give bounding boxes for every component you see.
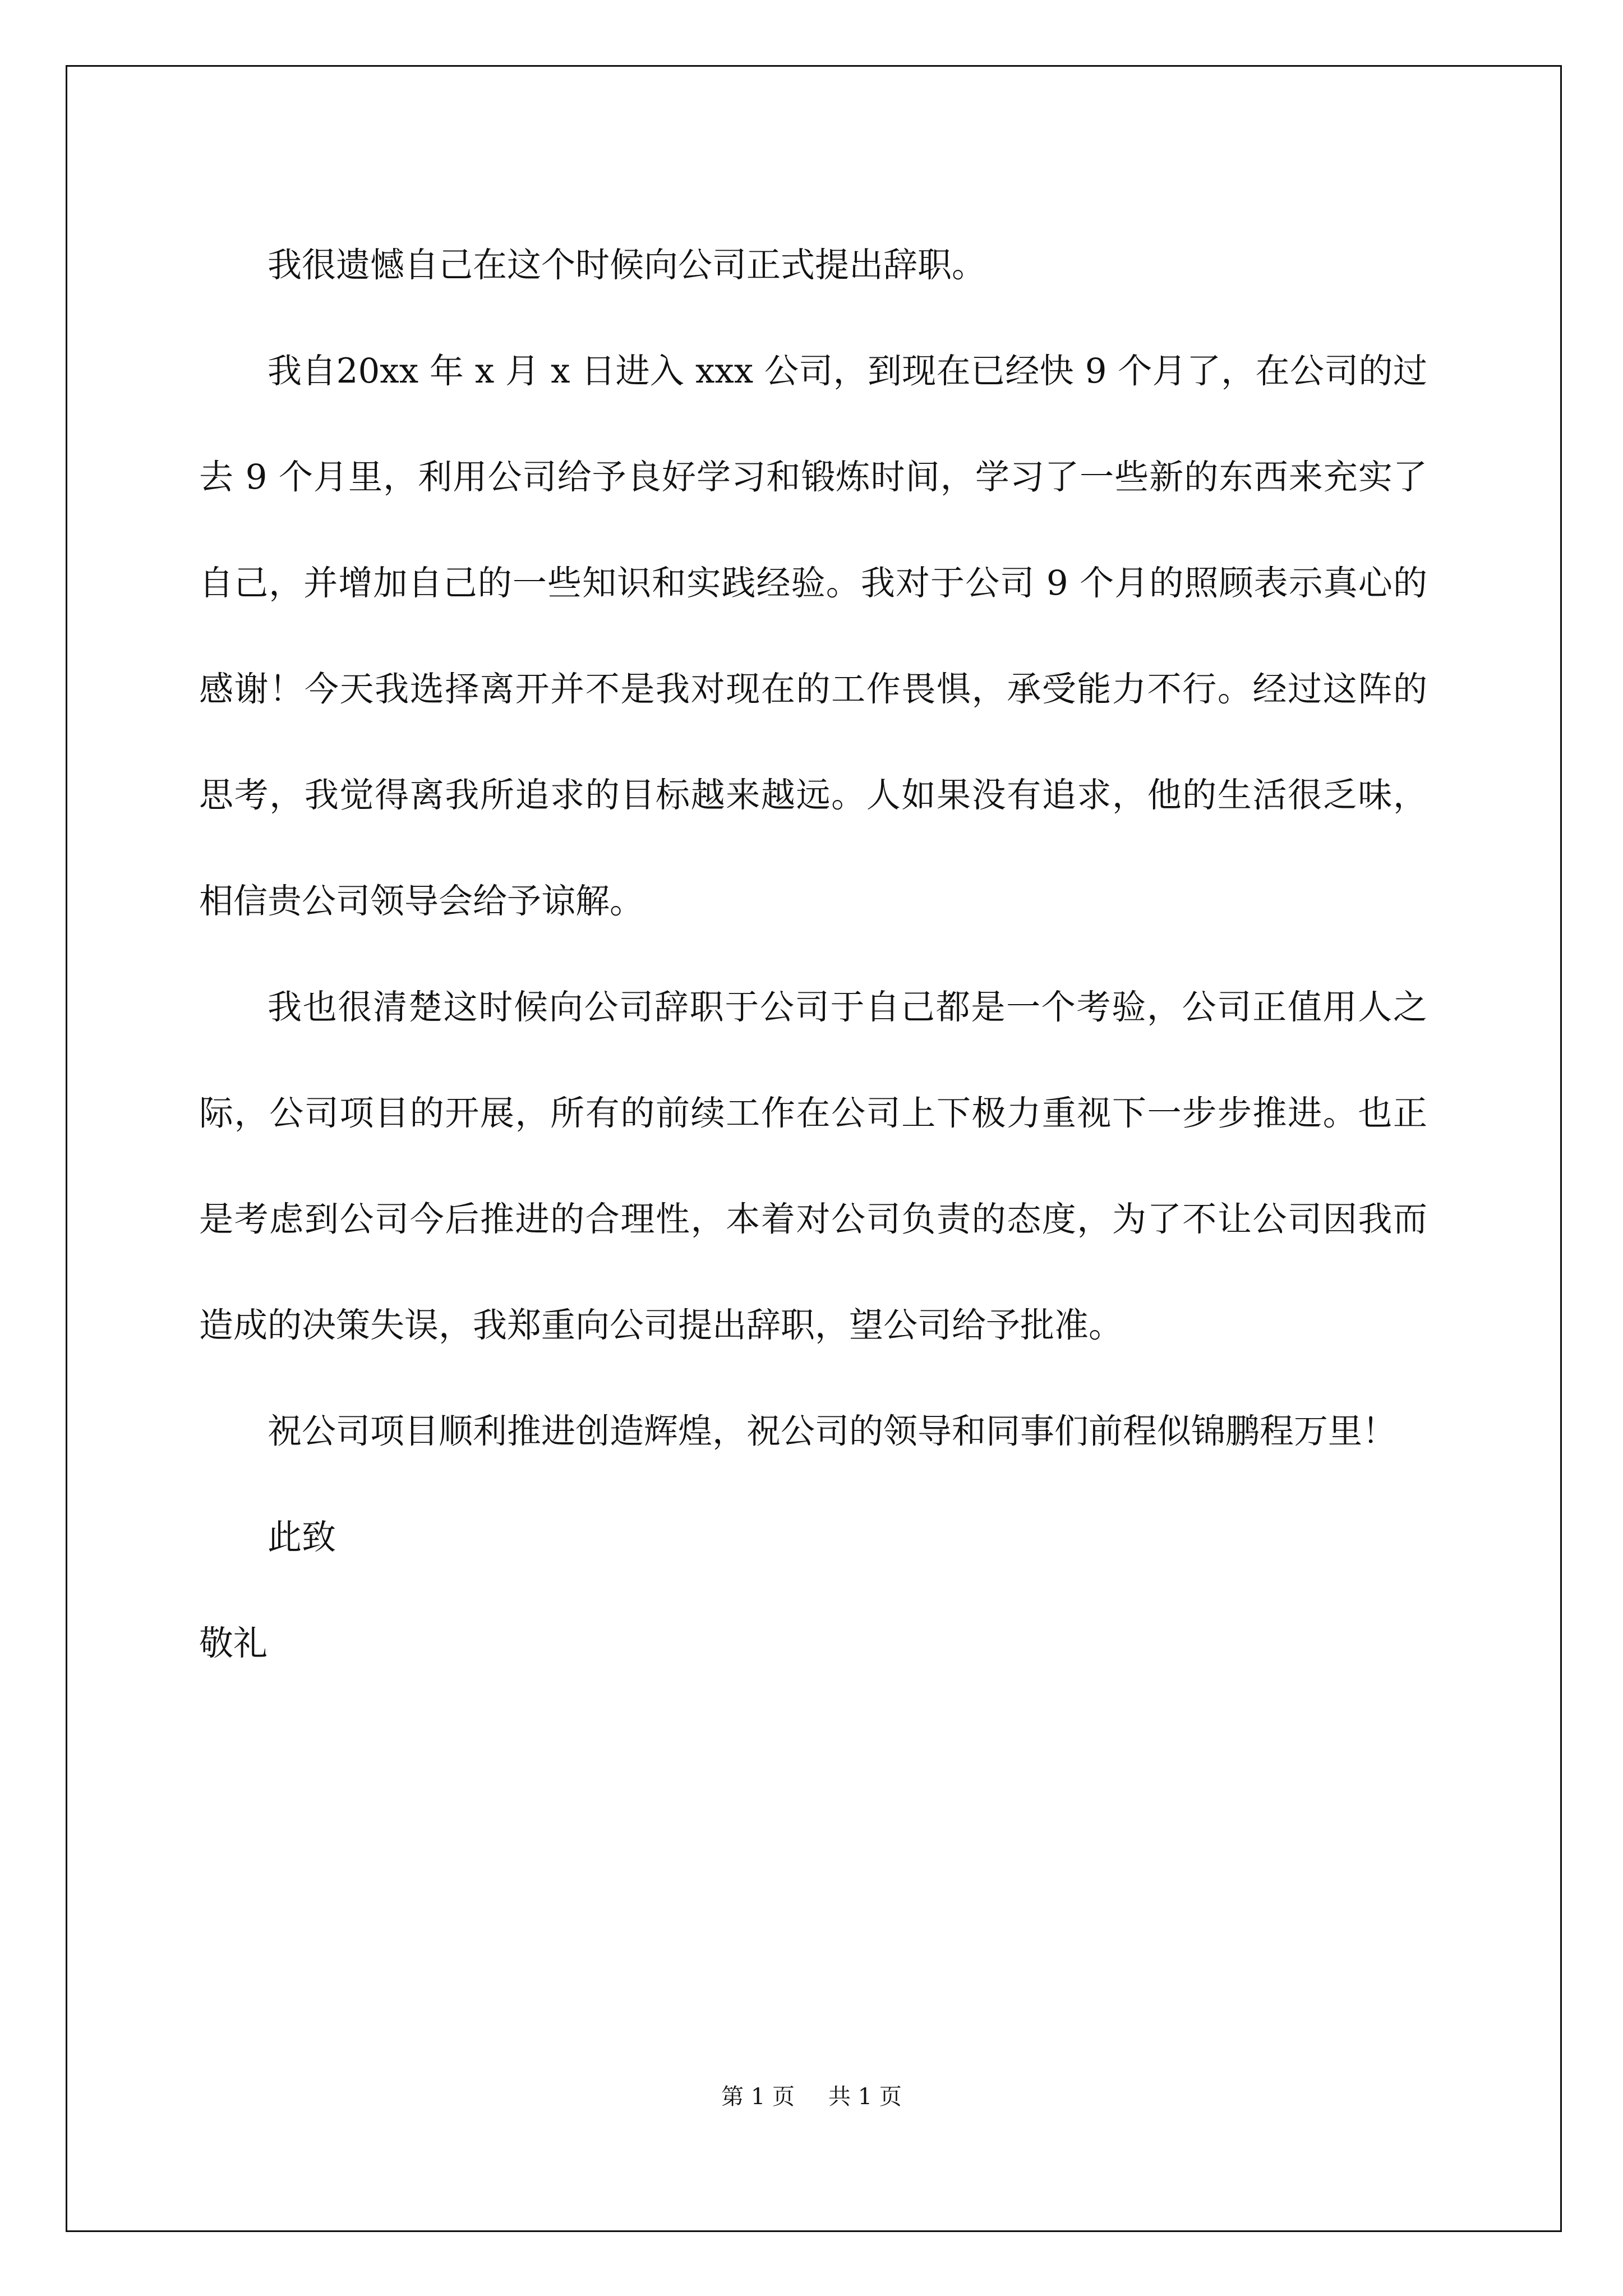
paragraph-3: 我也很清楚这时候向公司辞职于公司于自己都是一个考验，公司正值用人之际，公司项目的开展，所有的前续工作在公司上下极力重视下一步步推进。也正是考虑到公司今后推进的合理性，本着对公司负责的态度，为了不让公司因我而造成的决策失误，我郑重向公司提出辞职，望公司给予批准。 — [199, 987, 1427, 1345]
paragraph-4: 祝公司项目顺利推进创造辉煌，祝公司的领导和同事们前程似锦鹏程万里！ — [268, 1411, 1397, 1451]
page-number: 第 1 页 — [721, 2084, 795, 2110]
paragraph-1: 我很遗憾自己在这个时候向公司正式提出辞职。 — [268, 245, 986, 285]
page-total: 共 1 页 — [828, 2084, 902, 2110]
closing-line: 此致 — [268, 1517, 336, 1557]
salutation-line: 敬礼 — [199, 1623, 268, 1663]
paragraph-2: 我自20xx 年 x 月 x 日进入 xxx 公司，到现在已经快 9 个月了，在公司的过去 9 个月里，利用公司给予良好学习和锻炼时间，学习了一些新的东西来充实了自己，并增加自己的一些知识和实践经验。我对于公司 9 个月的照顾表示真心的感谢！今天我选择离开并不是我对现在的工作畏惧，承受能力不行。经过这阵的思考，我觉得离我所追求的目标越来越远。人如果没有追求，他的生活很乏味，相信贵公司领导会给予谅解。 — [199, 351, 1427, 921]
page-footer — [0, 2080, 1623, 2114]
letter-body — [199, 212, 1427, 1696]
